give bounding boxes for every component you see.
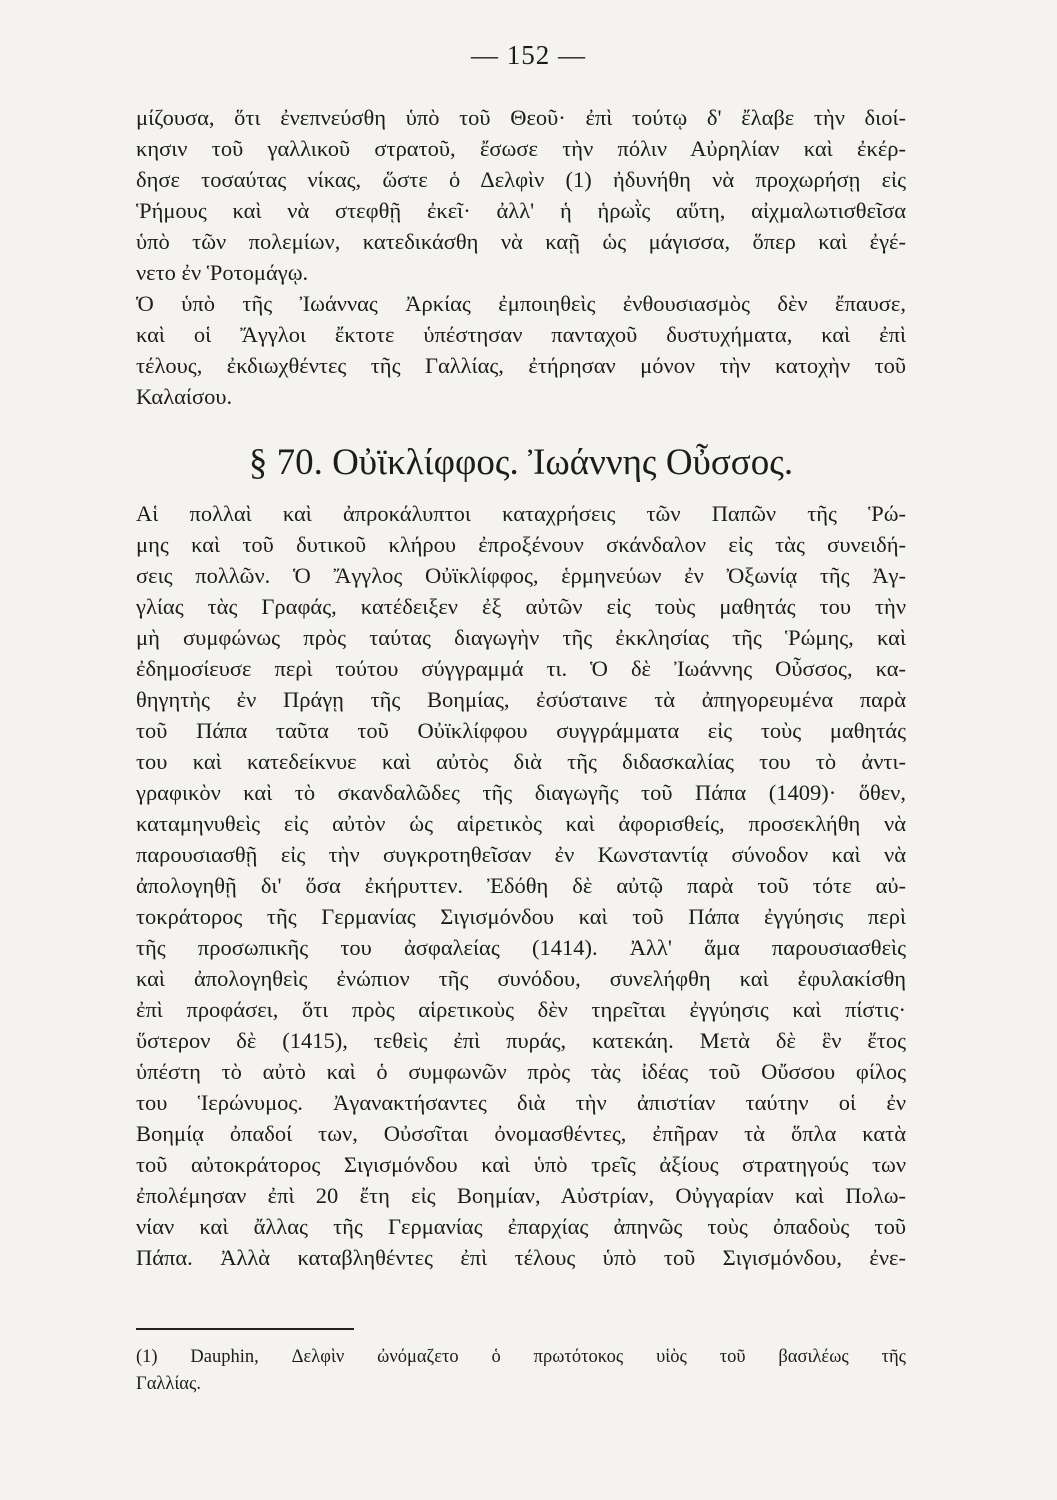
text-line: ἐδημοσίευσε περὶ τούτου σύγγραμμά τι. Ὁ δὲ Ἰωάννης Οὖσσος, κα- bbox=[136, 656, 906, 681]
paragraph-2 bbox=[136, 288, 906, 412]
footnote-line: (1) Dauphin, Δελφὶν ὠνόμαζετο ὁ πρωτότοκος υἱὸς τοῦ βασιλέως τῆς bbox=[136, 1347, 906, 1367]
text-line: τέλους, ἐκδιωχθέντες τῆς Γαλλίας, ἐτήρησαν μόνον τὴν κατοχὴν τοῦ bbox=[136, 353, 906, 378]
text-line: τοκράτορος τῆς Γερμανίας Σιγισμόνδου καὶ τοῦ Πάπα ἐγγύησις περὶ bbox=[136, 904, 906, 929]
text-line: καὶ ἀπολογηθεὶς ἐνώπιον τῆς συνόδου, συνελήφθη καὶ ἐφυλακίσθη bbox=[136, 966, 906, 991]
text-line: ὕστερον δὲ (1415), τεθεὶς ἐπὶ πυράς, κατεκάη. Μετὰ δὲ ἓν ἔτος bbox=[136, 1028, 906, 1053]
text-line: ὑπέστη τὸ αὐτὸ καὶ ὁ συμφωνῶν πρὸς τὰς ἰδέας τοῦ Οὔσσου φίλος bbox=[136, 1059, 906, 1084]
text-line: μὴ συμφώνως πρὸς ταύτας διαγωγὴν τῆς ἐκκλησίας τῆς Ῥώμης, καὶ bbox=[136, 625, 906, 650]
text-line: Αἱ πολλαὶ καὶ ἀπροκάλυπτοι καταχρήσεις τῶν Παπῶν τῆς Ῥώ- bbox=[136, 501, 906, 526]
text-line: μης καὶ τοῦ δυτικοῦ κλήρου ἐπροξένουν σκάνδαλον εἰς τὰς συνειδή- bbox=[136, 532, 906, 557]
text-line: καταμηνυθεὶς εἰς αὐτὸν ὡς αἱρετικὸς καὶ ἀφορισθείς, προσεκλήθη νὰ bbox=[136, 811, 906, 836]
section-heading: § 70. Οὐϊκλίφφος. Ἰωάννης Οὖσσος. bbox=[248, 442, 794, 483]
text-line: δησε τοσαύτας νίκας, ὥστε ὁ Δελφὶν (1) ἠδυνήθη νὰ προχωρήσῃ εἰς bbox=[136, 167, 906, 192]
text-line: Ὁ ὑπὸ τῆς Ἰωάννας Ἀρκίας ἐμποιηθεὶς ἐνθουσιασμὸς δὲν ἔπαυσε, bbox=[136, 291, 906, 316]
text-line: καὶ οἱ Ἄγγλοι ἔκτοτε ὑπέστησαν πανταχοῦ δυστυχήματα, καὶ ἐπὶ bbox=[136, 322, 906, 347]
text-line: γραφικὸν καὶ τὸ σκανδαλῶδες τῆς διαγωγῆς τοῦ Πάπα (1409)· ὅθεν, bbox=[136, 780, 906, 805]
paragraph-1 bbox=[136, 102, 906, 288]
text-line: νετο ἐν Ῥοτομάγῳ. bbox=[136, 260, 309, 285]
text-line: κησιν τοῦ γαλλικοῦ στρατοῦ, ἔσωσε τὴν πόλιν Αὐρηλίαν καὶ ἐκέρ- bbox=[136, 136, 906, 161]
text-line: ἐπὶ προφάσει, ὅτι πρὸς αἱρετικοὺς δὲν τηρεῖται ἐγγύησις καὶ πίστις· bbox=[136, 997, 906, 1022]
text-line: Καλαίσου. bbox=[136, 384, 233, 409]
text-line: Πάπα. Ἀλλὰ καταβληθέντες ἐπὶ τέλους ὑπὸ τοῦ Σιγισμόνδου, ἐνε- bbox=[136, 1245, 906, 1270]
text-line: του Ἱερώνυμος. Ἀγανακτήσαντες διὰ τὴν ἀπιστίαν ταύτην οἱ ἐν bbox=[136, 1090, 906, 1115]
text-line: γλίας τὰς Γραφάς, κατέδειξεν ἐξ αὐτῶν εἰς τοὺς μαθητάς του τὴν bbox=[136, 594, 906, 619]
text-line: ἐπολέμησαν ἐπὶ 20 ἔτη εἰς Βοημίαν, Αὐστρίαν, Οὐγγαρίαν καὶ Πολω- bbox=[136, 1183, 906, 1208]
footnote bbox=[136, 1344, 906, 1398]
text-line: τοῦ Πάπα ταῦτα τοῦ Οὐϊκλίφφου συγγράμματα εἰς τοὺς μαθητάς bbox=[136, 718, 906, 743]
text-line: Βοημίᾳ ὀπαδοί των, Οὐσσῖται ὀνομασθέντες, ἐπῆραν τὰ ὅπλα κατὰ bbox=[136, 1121, 906, 1146]
text-line: τῆς προσωπικῆς του ἀσφαλείας (1414). Ἀλλ' ἅμα παρουσιασθεὶς bbox=[136, 935, 906, 960]
text-line: μίζουσα, ὅτι ἐνεπνεύσθη ὑπὸ τοῦ Θεοῦ· ἐπὶ τούτῳ δ' ἔλαβε τὴν διοί- bbox=[136, 105, 906, 130]
text-line: ὑπὸ τῶν πολεμίων, κατεδικάσθη νὰ καῇ ὡς μάγισσα, ὅπερ καὶ ἐγέ- bbox=[136, 229, 906, 254]
text-line: νίαν καὶ ἄλλας τῆς Γερμανίας ἐπαρχίας ἀπηνῶς τοὺς ὀπαδοὺς τοῦ bbox=[136, 1214, 906, 1239]
text-line: ἀπολογηθῇ δι' ὅσα ἐκήρυττεν. Ἐδόθη δὲ αὐτῷ παρὰ τοῦ τότε αὐ- bbox=[136, 873, 906, 898]
footnote-line: Γαλλίας. bbox=[136, 1374, 201, 1394]
text-line: θηγητὴς ἐν Πράγῃ τῆς Βοημίας, ἐσύσταινε τὰ ἀπηγορευμένα παρὰ bbox=[136, 687, 906, 712]
paragraph-3 bbox=[136, 498, 906, 1273]
page-number: — 152 — bbox=[471, 40, 586, 70]
footnote-divider bbox=[136, 1328, 354, 1330]
text-line: παρουσιασθῇ εἰς τὴν συγκροτηθεῖσαν ἐν Κωνσταντίᾳ σύνοδον καὶ νὰ bbox=[136, 842, 906, 867]
text-line: Ῥήμους καὶ νὰ στεφθῇ ἐκεῖ· ἀλλ' ἡ ἡρωῒς αὕτη, αἰχμαλωτισθεῖσα bbox=[136, 198, 906, 223]
body-text bbox=[136, 102, 906, 1273]
text-line: του καὶ κατεδείκνυε καὶ αὐτὸς διὰ τῆς διδασκαλίας του τὸ ἀντι- bbox=[136, 749, 906, 774]
text-line: σεις πολλῶν. Ὁ Ἄγγλος Οὐϊκλίφφος, ἑρμηνεύων ἐν Ὀξωνίᾳ τῆς Ἀγ- bbox=[136, 563, 906, 588]
text-line: τοῦ αὐτοκράτορος Σιγισμόνδου καὶ ὑπὸ τρεῖς ἀξίους στρατηγούς των bbox=[136, 1152, 906, 1177]
